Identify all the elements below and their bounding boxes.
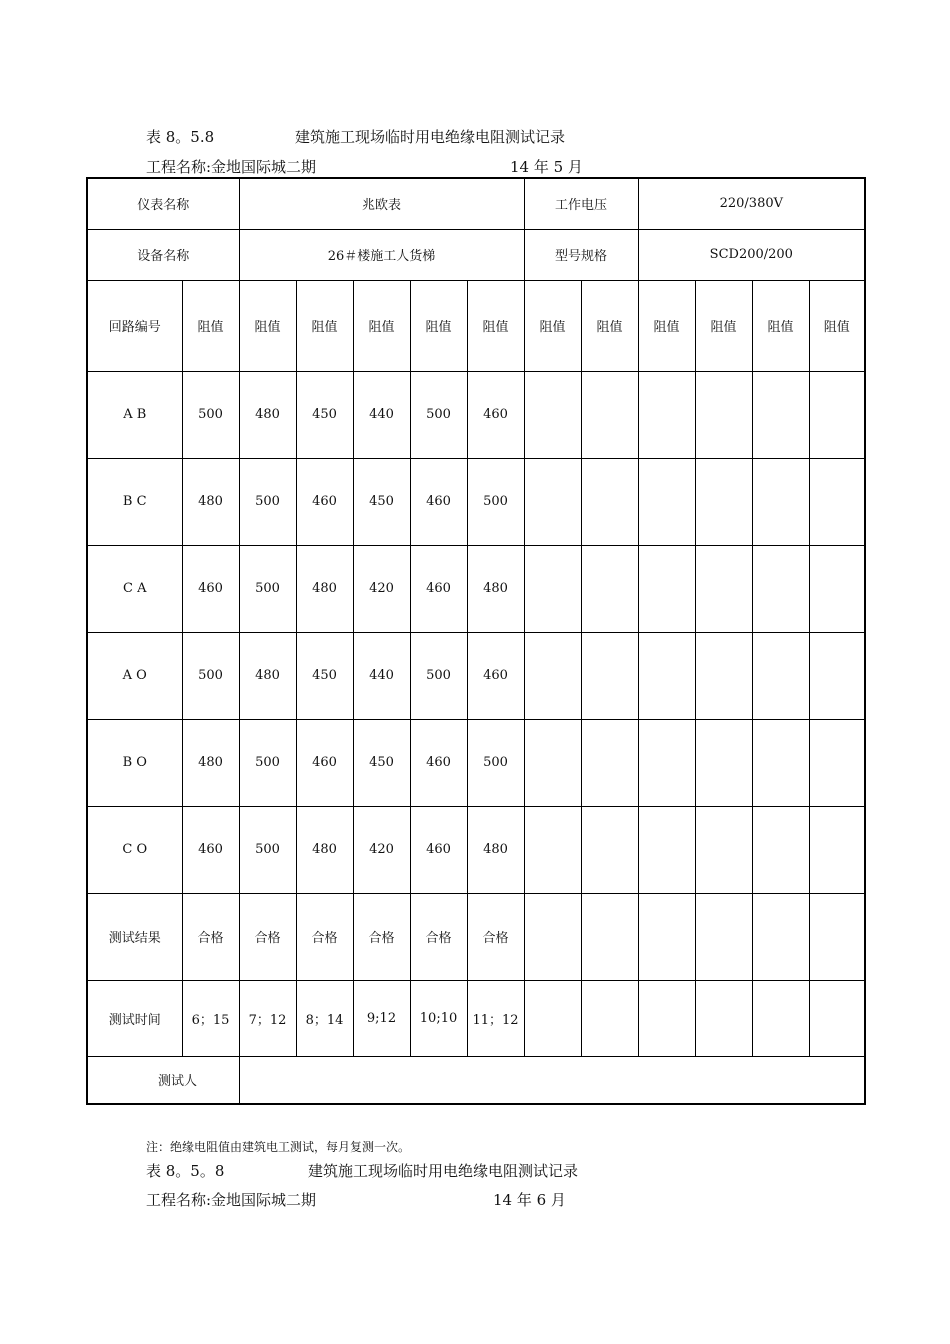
resistance-cell [695,632,752,719]
resistance-cell [809,545,865,632]
resistance-cell [581,545,638,632]
circuit-name: B O [87,719,182,806]
resistance-cell: 460 [467,632,524,719]
resistance-cell [752,632,809,719]
resistance-cell [638,371,695,458]
resistance-cell: 480 [467,545,524,632]
equipment-value: 26＃楼施工人货梯 [239,229,524,280]
circuit-name: B C [87,458,182,545]
resistance-cell [752,458,809,545]
resistance-cell: 440 [353,371,410,458]
resistance-header: 阻值 [638,280,695,371]
time-label: 测试时间 [87,980,182,1056]
equipment-label: 设备名称 [87,229,239,280]
resistance-cell [695,458,752,545]
resistance-cell [581,632,638,719]
resistance-cell: 450 [353,719,410,806]
project-name: 工程名称:金地国际城二期 [146,158,317,176]
tester-value [239,1056,865,1104]
resistance-cell [524,545,581,632]
resistance-cell [638,458,695,545]
time-cell: 6；15 [182,980,239,1056]
resistance-cell: 420 [353,806,410,893]
resistance-cell: 500 [467,458,524,545]
resistance-cell [809,806,865,893]
table-row [87,371,865,458]
resistance-cell [695,806,752,893]
resistance-cell: 460 [182,545,239,632]
resistance-cell: 480 [296,545,353,632]
resistance-cell [809,458,865,545]
circuit-name: A O [87,632,182,719]
result-cell [581,893,638,980]
circuit-name: C A [87,545,182,632]
resistance-cell [752,545,809,632]
result-cell [524,893,581,980]
resistance-header: 阻值 [410,280,467,371]
table-row [87,545,865,632]
resistance-cell: 480 [182,719,239,806]
resistance-cell: 500 [182,632,239,719]
resistance-cell [581,371,638,458]
time-cell [638,980,695,1056]
resistance-cell: 460 [410,458,467,545]
result-label: 测试结果 [87,893,182,980]
resistance-cell: 460 [410,545,467,632]
resistance-cell: 500 [410,632,467,719]
resistance-header: 阻值 [353,280,410,371]
time-cell: 7；12 [239,980,296,1056]
resistance-cell: 460 [467,371,524,458]
circuit-name: C O [87,806,182,893]
resistance-header: 阻值 [524,280,581,371]
instrument-row [87,178,865,229]
resistance-cell: 460 [410,719,467,806]
table-title: 建筑施工现场临时用电绝缘电阻测试记录 [295,128,566,146]
resistance-cell [809,632,865,719]
next-record-date: 14 年 6 月 [493,1191,566,1209]
resistance-cell [581,719,638,806]
resistance-cell: 450 [353,458,410,545]
result-cell [695,893,752,980]
resistance-header: 阻值 [752,280,809,371]
result-cell: 合格 [239,893,296,980]
time-cell: 9;12 [353,980,410,1056]
resistance-cell [695,545,752,632]
resistance-cell: 500 [182,371,239,458]
resistance-cell [524,632,581,719]
voltage-value: 220/380V [638,178,865,229]
instrument-label: 仪表名称 [87,178,239,229]
next-table-number: 表 8。5。8 [146,1162,225,1180]
resistance-cell: 500 [239,806,296,893]
resistance-cell: 500 [239,458,296,545]
result-row [87,893,865,980]
time-row [87,980,865,1056]
resistance-cell: 480 [467,806,524,893]
voltage-label: 工作电压 [524,178,638,229]
resistance-cell: 480 [296,806,353,893]
instrument-value: 兆欧表 [239,178,524,229]
record-date: 14 年 5 月 [510,158,583,176]
equipment-row [87,229,865,280]
resistance-cell [581,806,638,893]
result-cell [638,893,695,980]
circuit-name: A B [87,371,182,458]
resistance-cell [638,806,695,893]
model-label: 型号规格 [524,229,638,280]
resistance-cell: 500 [239,545,296,632]
resistance-cell [638,632,695,719]
result-cell [809,893,865,980]
resistance-cell [752,371,809,458]
table-row [87,806,865,893]
circuit-header: 回路编号 [87,280,182,371]
resistance-cell [638,719,695,806]
time-cell: 11；12 [467,980,524,1056]
time-cell [524,980,581,1056]
resistance-cell [638,545,695,632]
time-cell [581,980,638,1056]
resistance-header: 阻值 [581,280,638,371]
next-table-title: 建筑施工现场临时用电绝缘电阻测试记录 [308,1162,579,1180]
resistance-cell: 460 [410,806,467,893]
resistance-cell [524,458,581,545]
resistance-cell: 500 [239,719,296,806]
resistance-cell: 500 [410,371,467,458]
table-row [87,632,865,719]
resistance-header: 阻值 [467,280,524,371]
time-cell [809,980,865,1056]
resistance-cell [695,371,752,458]
result-cell: 合格 [296,893,353,980]
resistance-header: 阻值 [182,280,239,371]
resistance-cell [581,458,638,545]
resistance-cell: 420 [353,545,410,632]
result-cell: 合格 [182,893,239,980]
resistance-cell: 460 [182,806,239,893]
resistance-cell [752,719,809,806]
resistance-cell: 450 [296,371,353,458]
resistance-cell [809,719,865,806]
resistance-cell [524,806,581,893]
resistance-header: 阻值 [296,280,353,371]
result-cell: 合格 [353,893,410,980]
footnote: 注：绝缘电阻值由建筑电工测试，每月复测一次。 [146,1140,411,1154]
time-cell: 10;10 [410,980,467,1056]
resistance-cell [695,719,752,806]
table-row [87,719,865,806]
time-cell [752,980,809,1056]
resistance-cell: 440 [353,632,410,719]
resistance-cell: 460 [296,719,353,806]
tester-label: 测试人 [87,1056,239,1104]
result-cell: 合格 [410,893,467,980]
tester-row [87,1056,865,1104]
model-value: SCD200/200 [638,229,865,280]
resistance-cell [524,719,581,806]
resistance-cell: 450 [296,632,353,719]
resistance-header: 阻值 [695,280,752,371]
table-number: 表 8。5.8 [146,128,215,146]
time-cell [695,980,752,1056]
insulation-test-table [86,177,866,1105]
result-cell: 合格 [467,893,524,980]
resistance-cell [809,371,865,458]
resistance-cell: 480 [239,371,296,458]
resistance-cell: 480 [239,632,296,719]
resistance-cell [752,806,809,893]
resistance-header: 阻值 [239,280,296,371]
resistance-cell: 460 [296,458,353,545]
time-cell: 8；14 [296,980,353,1056]
next-project-name: 工程名称:金地国际城二期 [146,1191,317,1209]
result-cell [752,893,809,980]
resistance-cell: 500 [467,719,524,806]
resistance-cell: 480 [182,458,239,545]
column-header-row [87,280,865,371]
table-row [87,458,865,545]
resistance-header: 阻值 [809,280,865,371]
resistance-cell [524,371,581,458]
